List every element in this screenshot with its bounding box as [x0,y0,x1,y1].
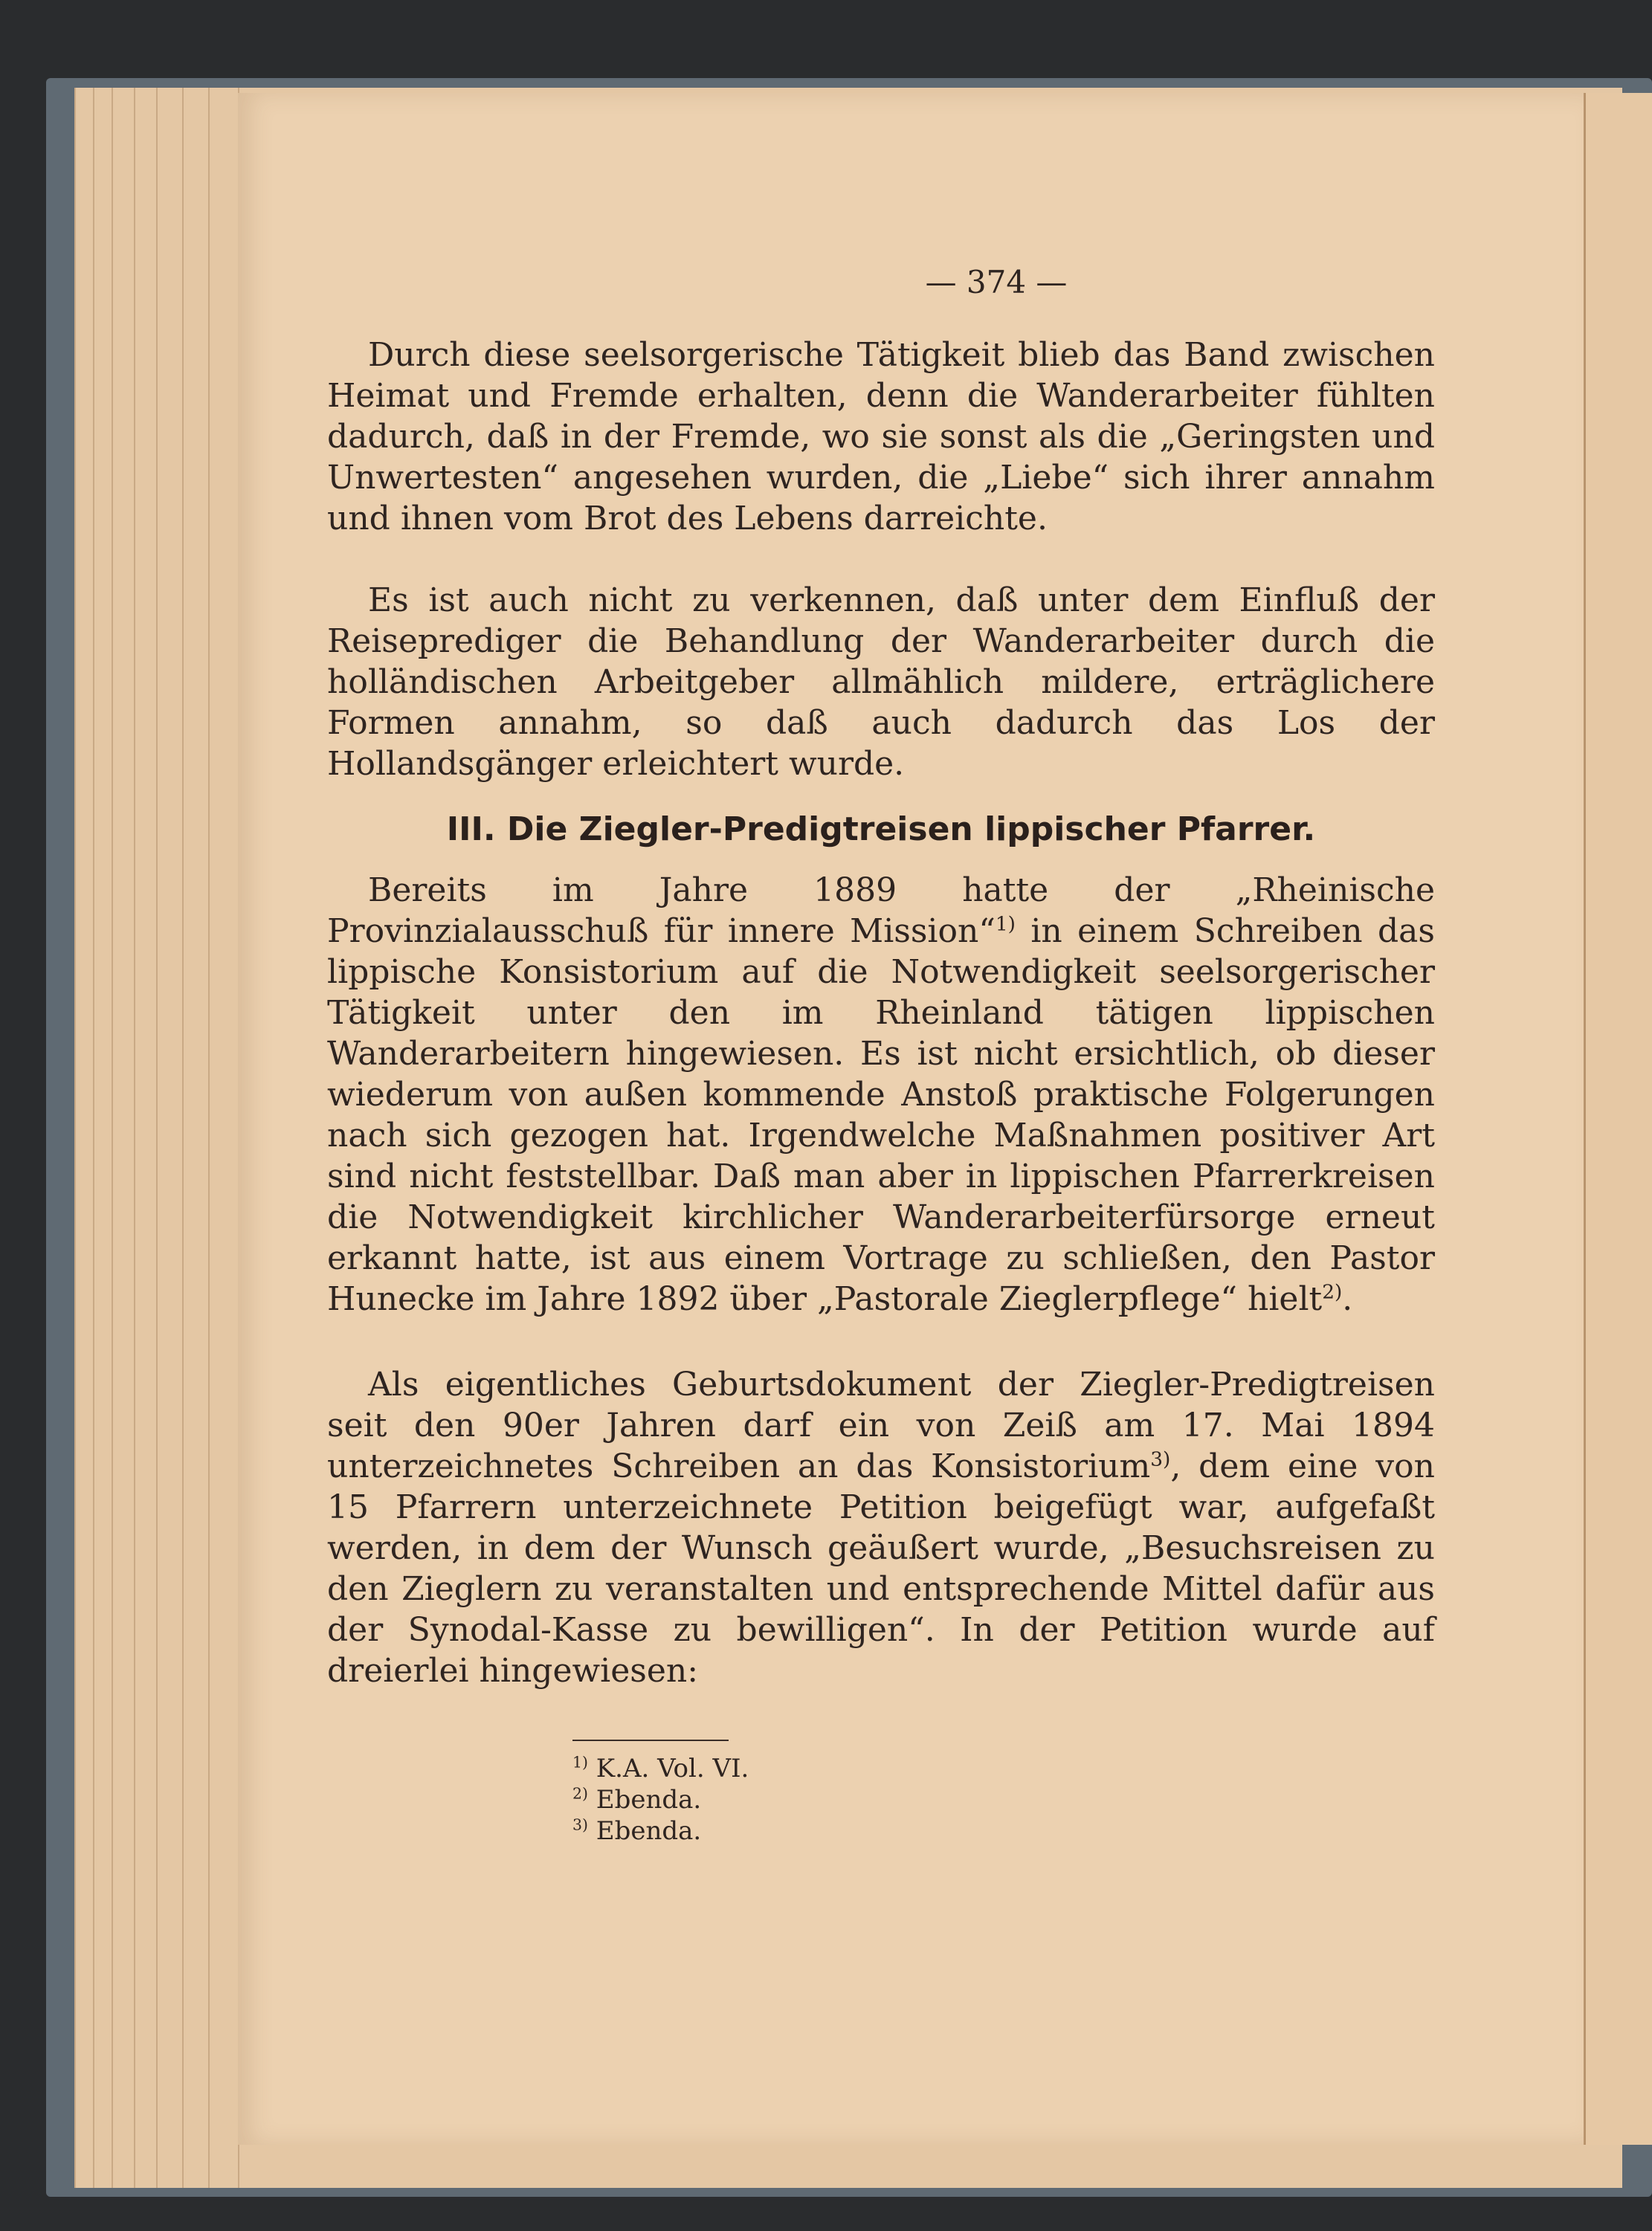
footnote-text: Ebenda. [596,1816,702,1846]
section-heading: III. Die Ziegler-Predigtreisen lippischer Pfarrer. [446,810,1316,848]
paragraph-text: Als eigentliches Geburtsdokument der Ziegler-Predigtreisen seit den 90er Jahren darf ein von Zeiß am 17. Mai 1894 unterzeichnetes Schreiben an das Konsistorium [327,1366,1435,1485]
paragraph-text: . [1342,1280,1353,1318]
footnote-divider [572,1740,729,1741]
footnote-mark: 2) [572,1784,588,1803]
paragraph [327,1364,1435,1691]
facing-page-edge [1584,93,1652,2145]
footnote-mark: 3) [572,1815,588,1834]
footnote [572,1815,1093,1847]
footnote [572,1753,1093,1784]
paragraph: Es ist auch nicht zu verkennen, daß unter dem Einfluß der Reiseprediger die Behandlung der Wanderarbeiter durch die holländischen Arbeitgeber allmählich mildere, erträglichere Formen annahm, so daß auch dadurch das Los der Hollandsgänger erleichtert wurde. [327,581,1435,783]
paragraph-text: , dem eine von 15 Pfarrern unterzeichnete Petition beigefügt war, aufgefaßt werden, in dem der Wunsch geäußert wurde, „Besuchsreisen zu den Zieglern zu veranstalten und entsprechende Mittel dafür aus der Synodal-Kasse zu bewilligen“. In der Petition wurde auf dreierlei hingewiesen: [327,1447,1435,1690]
footnote-text: K.A. Vol. VI. [596,1754,749,1783]
footnote [572,1784,1093,1815]
footnote-ref: 3) [1150,1447,1171,1471]
paragraph [327,870,1435,1320]
footnote-text: Ebenda. [596,1785,702,1815]
paragraph: Durch diese seelsorgerische Tätigkeit blieb das Band zwischen Heimat und Fremde erhalten, denn die Wanderarbeiter fühlten dadurch, daß in der Fremde, wo sie sonst als die „Geringsten und Unwertesten“ angesehen wurden, die „Liebe“ sich ihrer annahm und ihnen vom Brot des Lebens darreichte. [327,336,1435,537]
footnote-mark: 1) [572,1753,588,1772]
paragraph-text: in einem Schreiben das lippische Konsistorium auf die Notwendigkeit seelsorgerischer Tätigkeit unter den im Rheinland tätigen lippischen Wanderarbeitern hingewiesen. Es ist nicht ersichtlich, ob dieser wiederum von außen kommende Anstoß praktische Folgerungen nach sich gezogen hat. Irgendwelche Maßnahmen positiver Art sind nicht feststellbar. Daß man aber in lippischen Pfarrerkreisen die Notwendigkeit kirchlicher Wanderarbeiterfürsorge erneut erkannt hatte, ist aus einem Vortrage zu schließen, den Pastor Hunecke im Jahre 1892 über „Pastorale Zieglerpflege“ hielt [327,912,1435,1318]
paragraph-text: Bereits im Jahre 1889 hatte der „Rheinische Provinzialausschuß für innere Mission“ [327,871,1435,950]
footnote-ref: 2) [1322,1280,1343,1304]
footnote-ref: 1) [995,912,1016,936]
page-number: — 374 — [925,264,1068,300]
footnotes [572,1753,1093,1847]
